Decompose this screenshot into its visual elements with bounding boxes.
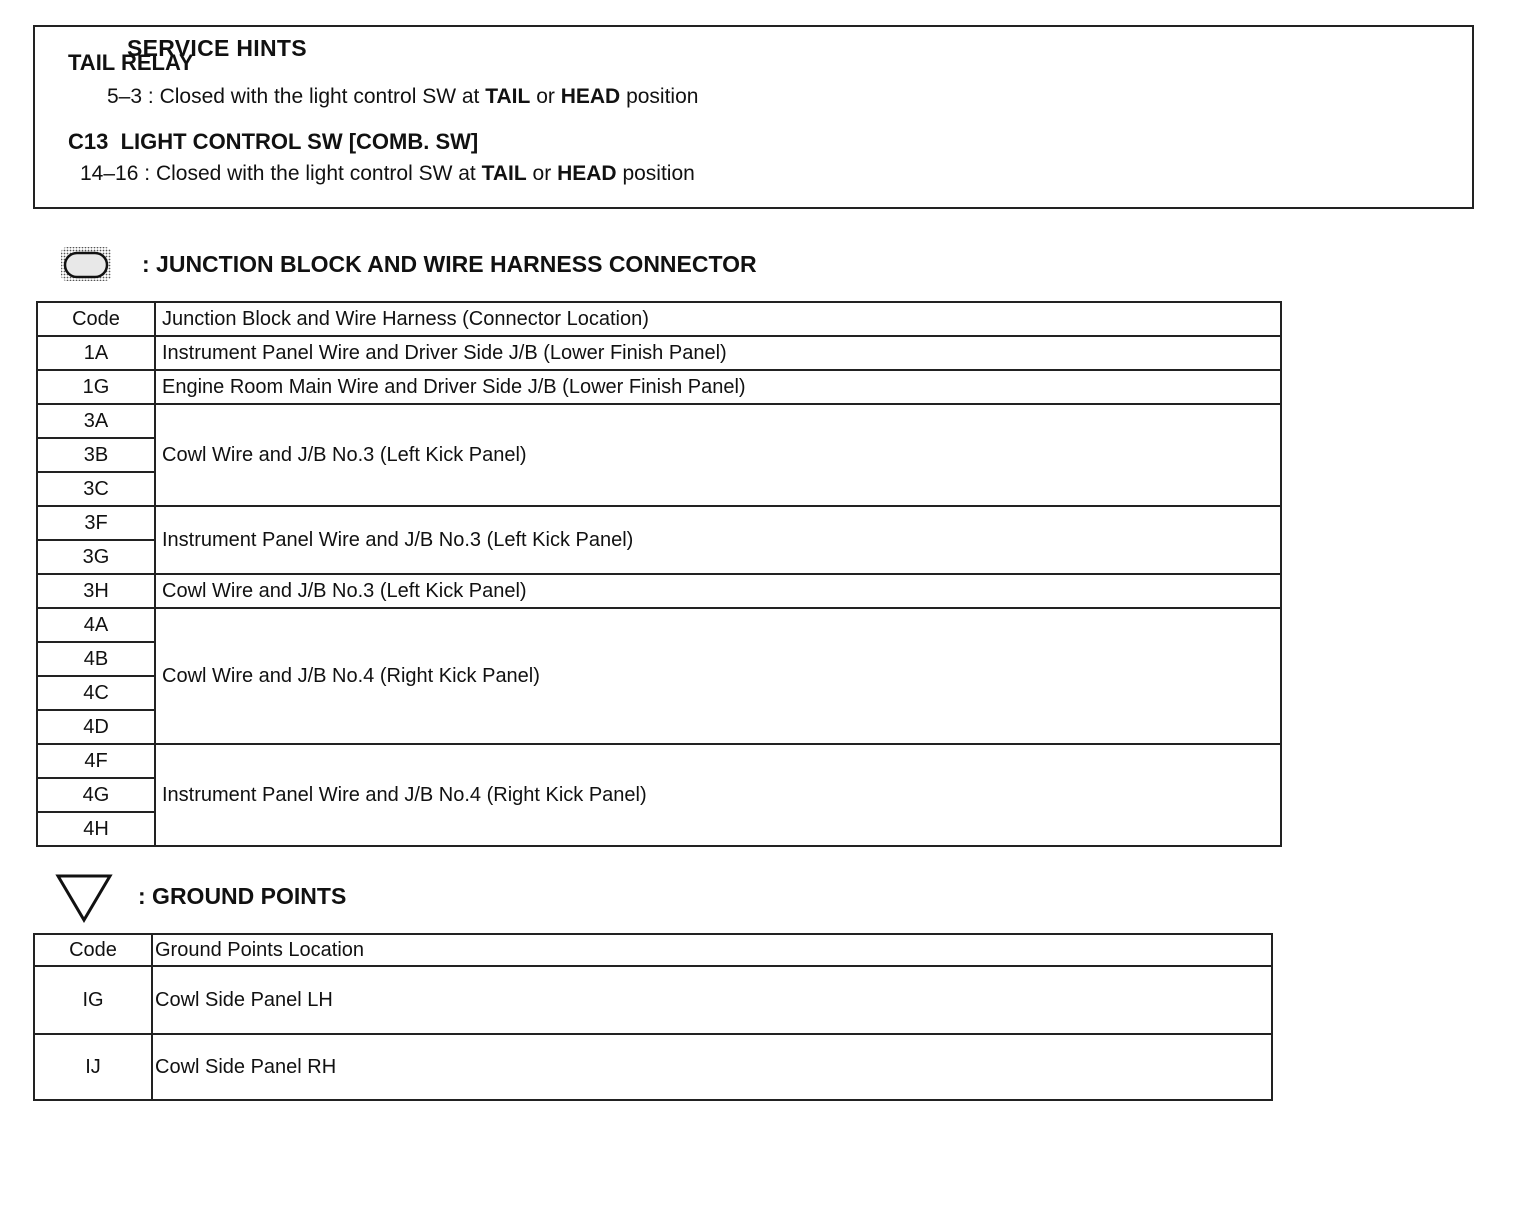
code-cell: 3A	[37, 404, 155, 438]
table-row	[37, 506, 1281, 540]
code-cell: 4D	[37, 710, 155, 744]
table-row	[37, 404, 1281, 438]
ground-triangle-icon	[55, 872, 113, 924]
location-cell: Instrument Panel Wire and J/B No.4 (Right Kick Panel)	[155, 744, 1281, 846]
code-cell: 4B	[37, 642, 155, 676]
code-cell: 4F	[37, 744, 155, 778]
code-cell: 1A	[37, 336, 155, 370]
tail-relay-heading: TAIL RELAY	[68, 50, 194, 75]
location-header: Junction Block and Wire Harness (Connector Location)	[155, 302, 1281, 336]
table-row	[37, 608, 1281, 642]
location-cell: Cowl Wire and J/B No.3 (Left Kick Panel)	[155, 574, 1281, 608]
table-header-row	[34, 934, 1272, 966]
table-header-row	[37, 302, 1281, 336]
table-row	[34, 966, 1272, 1034]
location-cell: Cowl Wire and J/B No.4 (Right Kick Panel)	[155, 608, 1281, 744]
code-cell: IG	[34, 966, 152, 1034]
location-cell: Instrument Panel Wire and J/B No.3 (Left Kick Panel)	[155, 506, 1281, 574]
code-header: Code	[37, 302, 155, 336]
location-cell: Cowl Side Panel RH	[152, 1034, 1272, 1100]
tail-relay-hint: 5–3 : Closed with the light control SW at TAIL or HEAD position	[107, 85, 699, 108]
code-cell: 4G	[37, 778, 155, 812]
ground-points-table	[33, 933, 1273, 1101]
location-cell: Cowl Wire and J/B No.3 (Left Kick Panel)	[155, 404, 1281, 506]
table-row	[37, 574, 1281, 608]
code-cell: 4C	[37, 676, 155, 710]
table-row	[37, 336, 1281, 370]
code-cell: 4A	[37, 608, 155, 642]
service-hints-box	[33, 25, 1474, 209]
location-cell: Cowl Side Panel LH	[152, 966, 1272, 1034]
code-cell: 1G	[37, 370, 155, 404]
location-cell: Engine Room Main Wire and Driver Side J/B (Lower Finish Panel)	[155, 370, 1281, 404]
service-hints-title: SERVICE HINTS	[123, 35, 337, 62]
location-header: Ground Points Location	[152, 934, 1272, 966]
code-cell: 4H	[37, 812, 155, 846]
location-cell: Instrument Panel Wire and Driver Side J/B (Lower Finish Panel)	[155, 336, 1281, 370]
code-cell: 3C	[37, 472, 155, 506]
table-row	[37, 370, 1281, 404]
code-cell: 3G	[37, 540, 155, 574]
ground-legend-label: : GROUND POINTS	[138, 883, 347, 909]
code-cell: IJ	[34, 1034, 152, 1100]
light-control-sw-hint: 14–16 : Closed with the light control SW at TAIL or HEAD position	[80, 162, 695, 185]
light-control-sw-heading: C13 LIGHT CONTROL SW [COMB. SW]	[68, 129, 479, 154]
table-row	[34, 1034, 1272, 1100]
junction-block-table	[36, 301, 1282, 847]
code-cell: 3H	[37, 574, 155, 608]
code-cell: 3F	[37, 506, 155, 540]
junction-legend-label: : JUNCTION BLOCK AND WIRE HARNESS CONNECTOR	[142, 251, 757, 277]
code-header: Code	[34, 934, 152, 966]
code-cell: 3B	[37, 438, 155, 472]
junction-block-icon	[60, 246, 114, 284]
table-row	[37, 744, 1281, 778]
